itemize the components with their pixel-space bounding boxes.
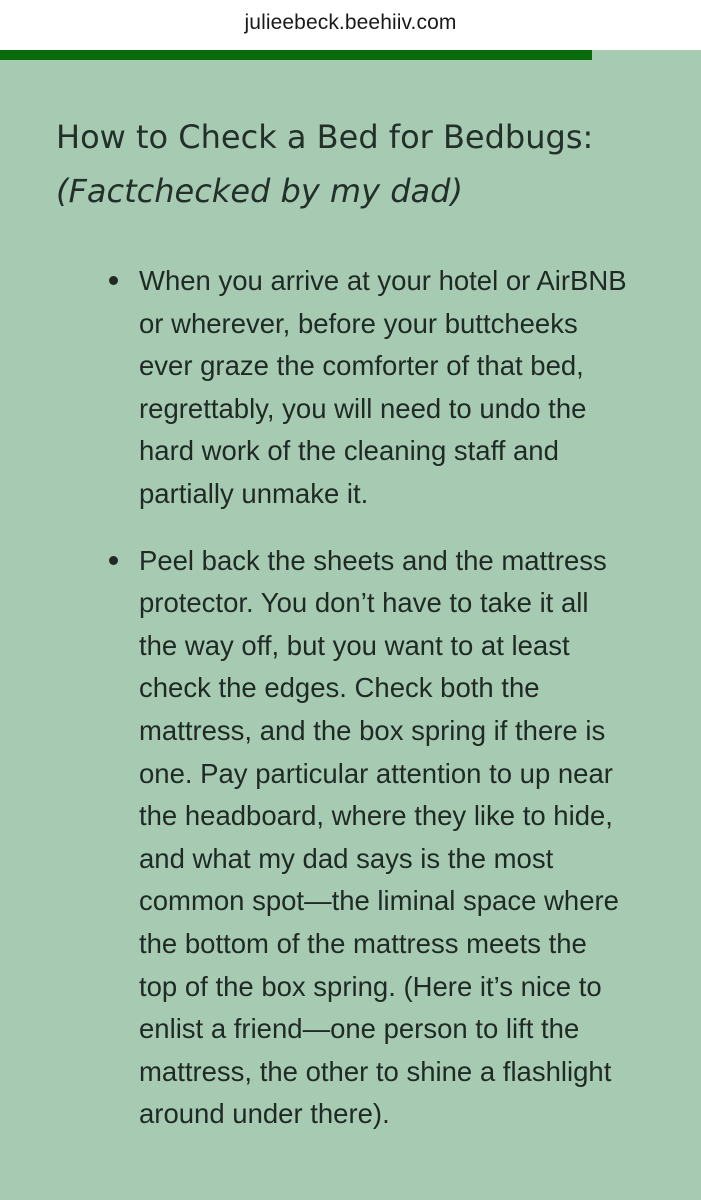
list-item-text: When you arrive at your hotel or AirBNB or wherever, before your buttcheeks ever graze the comforter of that bed, regrettably, you will need to undo the hard work of the cleaning staff and partially unmake it. <box>139 265 627 509</box>
article-subtitle: (Factchecked by my dad) <box>56 172 463 210</box>
article-heading <box>56 110 676 218</box>
list-item <box>0 260 701 516</box>
url-text[interactable]: julieebeck.beehiiv.com <box>244 11 457 34</box>
bullet-icon <box>109 276 118 285</box>
article-content <box>0 60 701 1200</box>
browser-url-bar[interactable] <box>0 0 701 50</box>
list-item-text: Peel back the sheets and the mattress protector. You don’t have to take it all the way off, but you want to at least check the edges. Check both the mattress, and the box spring if there is one. Pay particular attention to up near the headboard, where they like to hide, and what my dad says is the most common spot—the liminal space where the bottom of the mattress meets the top of the box spring. (Here it’s nice to enlist a friend—one person to lift the mattress, the other to shine a flashlight around under there). <box>139 544 619 1130</box>
article-title: How to Check a Bed for Bedbugs: <box>56 118 594 156</box>
bullet-icon <box>109 556 118 565</box>
reading-progress-fill <box>0 50 592 60</box>
reading-progress-bar <box>0 50 701 60</box>
list-item <box>0 540 701 1136</box>
bullet-list <box>0 260 701 1160</box>
